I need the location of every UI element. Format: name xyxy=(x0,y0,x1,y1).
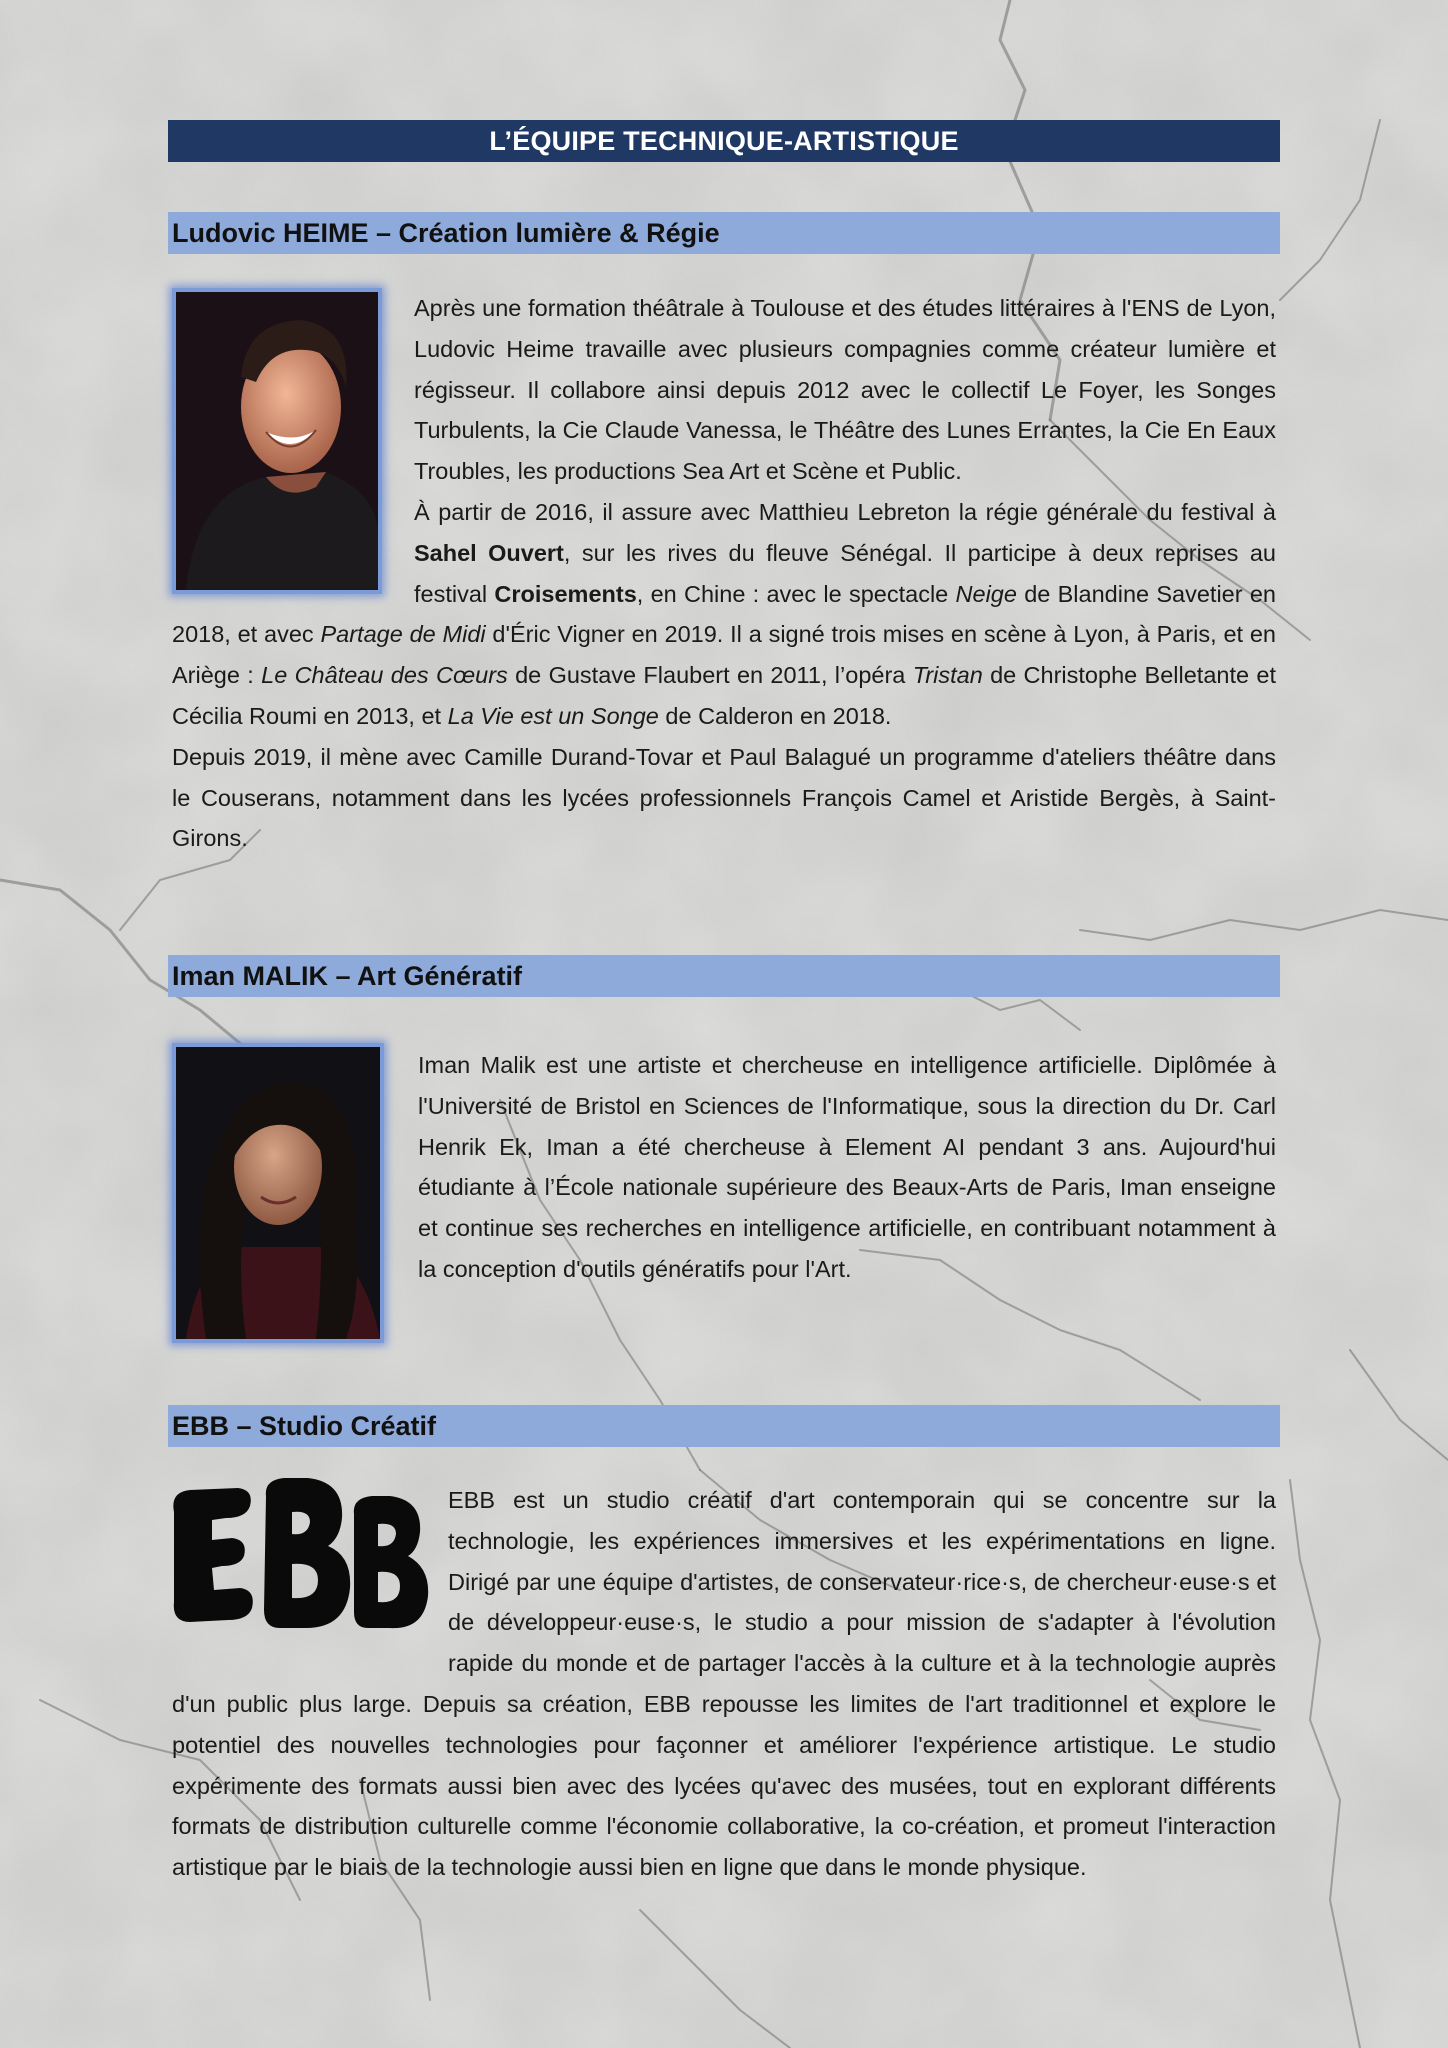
work-title-italic: Le Château des Cœurs xyxy=(261,662,508,689)
section-body-iman-malik xyxy=(172,1045,1276,1349)
section-heading-iman-malik: Iman MALIK – Art Génératif xyxy=(168,955,1280,997)
work-title-italic: Neige xyxy=(955,580,1017,607)
section-body-ludovic-heime xyxy=(172,288,1276,859)
work-title-italic: La Vie est un Songe xyxy=(447,702,659,729)
bio-paragraph: Iman Malik est une artiste et chercheuse en intelligence artificielle. Diplômée à l'Université de Bristol en Sciences de l'Informatique, sous la direction du Dr. Carl Henrik Ek, Iman a été chercheuse à Element AI pendant 3 ans. Aujourd'hui étudiante à l’École nationale supérieure des Beaux-Arts de Paris, Iman enseigne et continue ses recherches en intelligence artificielle, en contribuant notamment à la conception d'outils génératifs pour l'Art. xyxy=(418,1052,1276,1282)
work-title-italic: Tristan xyxy=(912,662,983,689)
portrait-photo-man xyxy=(172,288,382,594)
page-title: L’ÉQUIPE TECHNIQUE-ARTISTIQUE xyxy=(168,120,1280,162)
ebb-logo xyxy=(168,1472,430,1645)
section-heading-ludovic-heime: Ludovic HEIME – Création lumière & Régie xyxy=(168,212,1280,254)
portrait-photo-woman xyxy=(172,1043,384,1343)
ebb-logo-graphic xyxy=(168,1472,430,1632)
emphasis-bold: Sahel Ouvert xyxy=(414,539,564,566)
section-heading-ebb: EBB – Studio Créatif xyxy=(168,1405,1280,1447)
section-body-ebb xyxy=(172,1480,1276,1888)
emphasis-bold: Croisements xyxy=(494,580,637,607)
bio-paragraph: Depuis 2019, il mène avec Camille Durand-Tovar et Paul Balagué un programme d'ateliers théâtre dans le Couserans, notamment dans les lycées professionnels François Camel et Aristide Bergès, à Saint-Girons. xyxy=(172,743,1276,852)
bio-paragraph: À partir de 2016, il assure avec Matthieu Lebreton la régie générale du festival à Sahel Ouvert, sur les rives du fleuve Sénégal. Il participe à deux reprises au festival Croisements, en Chine : avec le spectacle Neige de Blandine Savetier en 2018, et avec Partage de Midi d'Éric Vigner en 2019. Il a signé trois mises en scène à Lyon, à Paris, et en Ariège : Le Château des Cœurs de Gustave Flaubert en 2011, l’opéra Tristan de Christophe Belletante et Cécilia Roumi en 2013, et La Vie est un Songe de Calderon en 2018. xyxy=(172,498,1276,729)
bio-paragraph: Après une formation théâtrale à Toulouse et des études littéraires à l'ENS de Lyon, Ludovic Heime travaille avec plusieurs compagnies comme créateur lumière et régisseur. Il collabore ainsi depuis 2012 avec le collectif Le Foyer, les Songes Turbulents, la Cie Claude Vanessa, le Théâtre des Lunes Errantes, la Cie En Eaux Troubles, les productions Sea Art et Scène et Public. xyxy=(414,295,1276,485)
work-title-italic: Partage de Midi xyxy=(320,621,486,648)
bio-paragraph: EBB est un studio créatif d'art contemporain qui se concentre sur la technologie, les expériences immersives et les expérimentations en ligne. Dirigé par une équipe d'artistes, de conservateur·rice·s, de chercheur·euse·s et de développeur·euse·s, le studio a pour mission de s'adapter à l'évolution rapide du monde et de partager l'accès à la culture et à la technologie auprès d'un public plus large. Depuis sa création, EBB repousse les limites de l'art traditionnel et explore le potentiel des nouvelles technologies pour façonner et améliorer l'expérience artistique. Le studio expérimente des formats aussi bien avec des lycées qu'avec des musées, tout en explorant différents formats de distribution culturelle comme l'économie collaborative, la co-création, et promeut l'interaction artistique par le biais de la technologie aussi bien en ligne que dans le monde physique. xyxy=(172,1487,1276,1881)
